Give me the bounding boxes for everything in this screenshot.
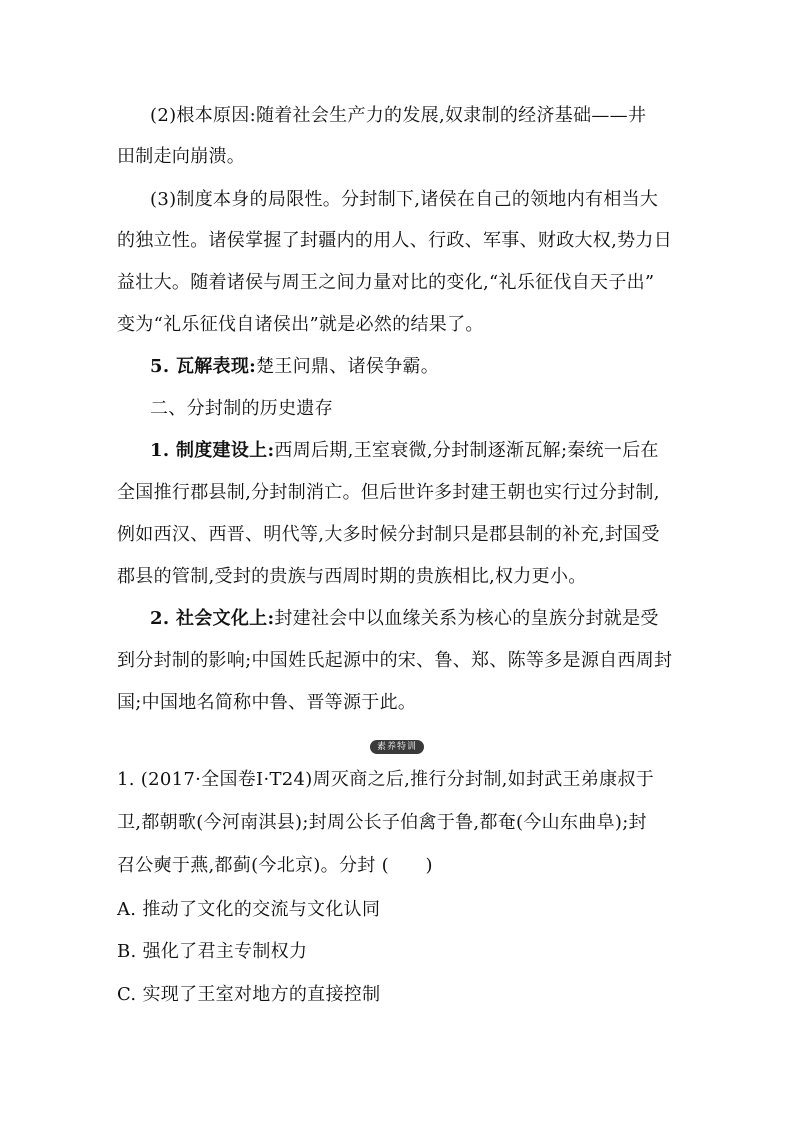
institution-text: 西周后期,王室衰微,分封制逐渐瓦解;秦统一后在	[274, 440, 659, 461]
text-line-root-cause-cont: 田制走向崩溃。	[117, 146, 246, 167]
question-stem-line-3: 召公奭于燕,都蓟(今北京)。分封 ( )	[117, 855, 433, 876]
text-line-root-cause: (2)根本原因:随着社会生产力的发展,奴隶制的经济基础——井	[150, 105, 647, 126]
section-badge: 素养特训	[370, 740, 424, 754]
text-line-institution-cont-1: 全国推行郡县制,分封制消亡。但后世许多封建王朝也实行过分封制,	[117, 482, 660, 503]
collapse-text: 楚王问鼎、诸侯争霸。	[256, 356, 440, 377]
text-line-limitation: (3)制度本身的局限性。分封制下,诸侯在自己的领地内有相当大	[150, 189, 659, 210]
option-b[interactable]: B. 强化了君主专制权力	[117, 941, 308, 962]
culture-text: 封建社会中以血缘关系为核心的皇族分封就是受	[274, 608, 659, 629]
option-a[interactable]: A. 推动了文化的交流与文化认同	[117, 899, 381, 920]
institution-label: 1. 制度建设上:	[150, 440, 275, 461]
text-line-institution	[150, 439, 659, 463]
question-stem-line-2: 卫,都朝歌(今河南淇县);封周公长子伯禽于鲁,都奄(今山东曲阜);封	[117, 812, 647, 833]
text-line-limitation-cont-1: 的独立性。诸侯掌握了封疆内的用人、行政、军事、财政大权,势力日	[117, 230, 673, 251]
text-line-institution-cont-2: 例如西汉、西晋、明代等,大多时候分封制只是郡县制的补充,封国受	[117, 524, 660, 545]
section-heading-legacy: 二、分封制的历史遗存	[150, 398, 333, 419]
option-c[interactable]: C. 实现了王室对地方的直接控制	[117, 984, 381, 1005]
text-line-culture-cont-2: 国;中国地名简称中鲁、晋等源于此。	[117, 692, 417, 713]
culture-label: 2. 社会文化上:	[150, 608, 275, 629]
text-line-culture	[150, 607, 659, 631]
question-stem-line-1: 1. (2017·全国卷Ⅰ·T24)周灭商之后,推行分封制,如封武王弟康叔于	[117, 769, 655, 790]
text-line-culture-cont-1: 到分封制的影响;中国姓氏起源中的宋、鲁、郑、陈等多是源自西周封	[117, 650, 673, 671]
text-line-institution-cont-3: 郡县的管制,受封的贵族与西周时期的贵族相比,权力更小。	[117, 566, 587, 587]
collapse-label: 5. 瓦解表现:	[150, 356, 257, 377]
text-line-limitation-cont-3: 变为“礼乐征伐自诸侯出”就是必然的结果了。	[117, 314, 484, 335]
text-line-collapse	[150, 355, 439, 379]
text-line-limitation-cont-2: 益壮大。随着诸侯与周王之间力量对比的变化,“礼乐征伐自天子出”	[117, 272, 655, 293]
